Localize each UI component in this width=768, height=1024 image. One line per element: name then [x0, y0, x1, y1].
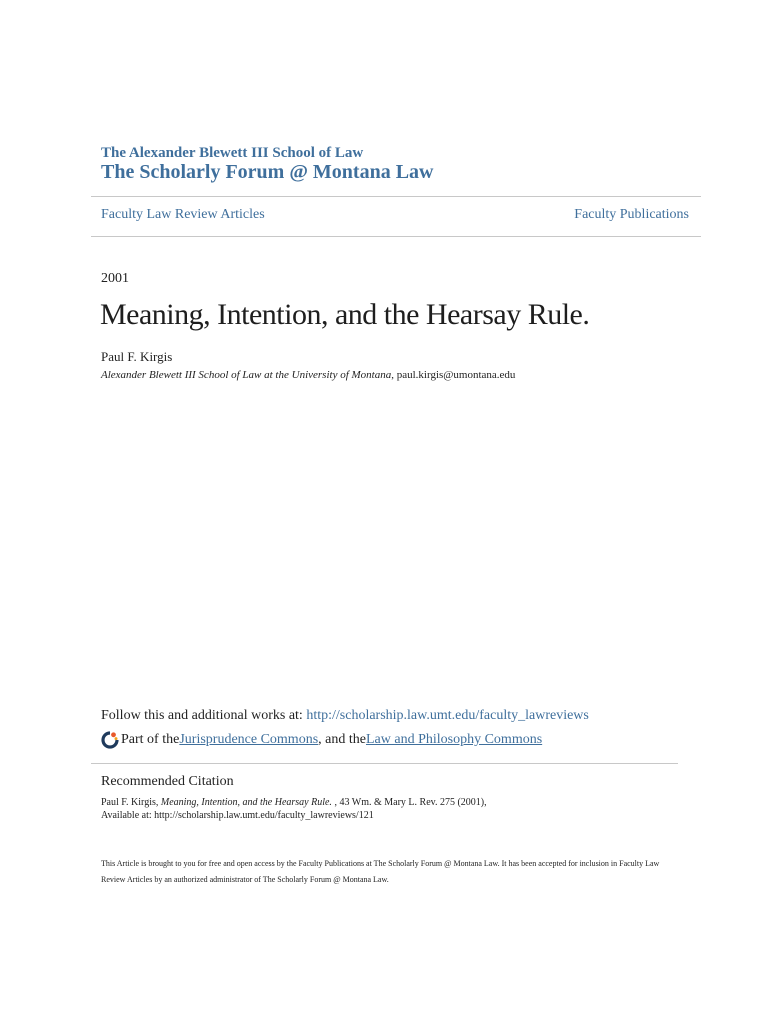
- follow-prefix: Follow this and additional works at:: [101, 708, 307, 723]
- part-of-prefix: Part of the: [121, 732, 180, 747]
- access-notice: This Article is brought to you for free and open access by the Faculty Publications at The Scholarly Forum @ Montana Law. It has been accepted for inclusion in Faculty Law Review Articles by an authorized administrator of The Scholarly Forum @ Montana Law.: [101, 859, 660, 884]
- follow-line: [101, 708, 589, 724]
- citation-available: Available at: http://scholarship.law.umt.edu/faculty_lawreviews/121: [101, 810, 374, 821]
- article-title: Meaning, Intention, and the Hearsay Rule.: [100, 298, 590, 331]
- header-divider-bottom: [91, 236, 701, 237]
- bepress-commons-icon: [101, 731, 119, 749]
- recommended-citation-heading: Recommended Citation: [101, 774, 234, 789]
- school-name: The Alexander Blewett III School of Law: [101, 145, 364, 161]
- citation-line-1: [101, 796, 487, 809]
- repository-name[interactable]: The Scholarly Forum @ Montana Law: [101, 161, 434, 183]
- citation-text: [101, 796, 487, 822]
- jurisprudence-commons-link[interactable]: Jurisprudence Commons: [179, 732, 319, 747]
- part-of-line: [101, 731, 542, 749]
- faculty-law-review-articles-link[interactable]: Faculty Law Review Articles: [101, 207, 265, 222]
- author-affiliation: [101, 369, 515, 381]
- citation-author: Paul F. Kirgis,: [101, 797, 161, 808]
- affiliation-text: Alexander Blewett III School of Law at the University of Montana: [101, 369, 392, 381]
- citation-source: , 43 Wm. & Mary L. Rev. 275 (2001),: [331, 797, 487, 808]
- article-author: Paul F. Kirgis: [101, 349, 173, 364]
- affiliation-separator: ,: [391, 369, 397, 381]
- citation-title: Meaning, Intention, and the Hearsay Rule.: [160, 797, 332, 808]
- faculty-publications-link[interactable]: Faculty Publications: [574, 207, 689, 222]
- part-of-middle: , and the: [318, 732, 366, 747]
- author-email: paul.kirgis@umontana.edu: [396, 369, 516, 381]
- header-divider-top: [91, 196, 701, 197]
- law-and-philosophy-commons-link[interactable]: Law and Philosophy Commons: [365, 732, 543, 747]
- repository-url-link[interactable]: http://scholarship.law.umt.edu/faculty_lawreviews: [306, 708, 589, 723]
- citation-divider: [91, 763, 678, 764]
- publication-year: 2001: [101, 271, 129, 286]
